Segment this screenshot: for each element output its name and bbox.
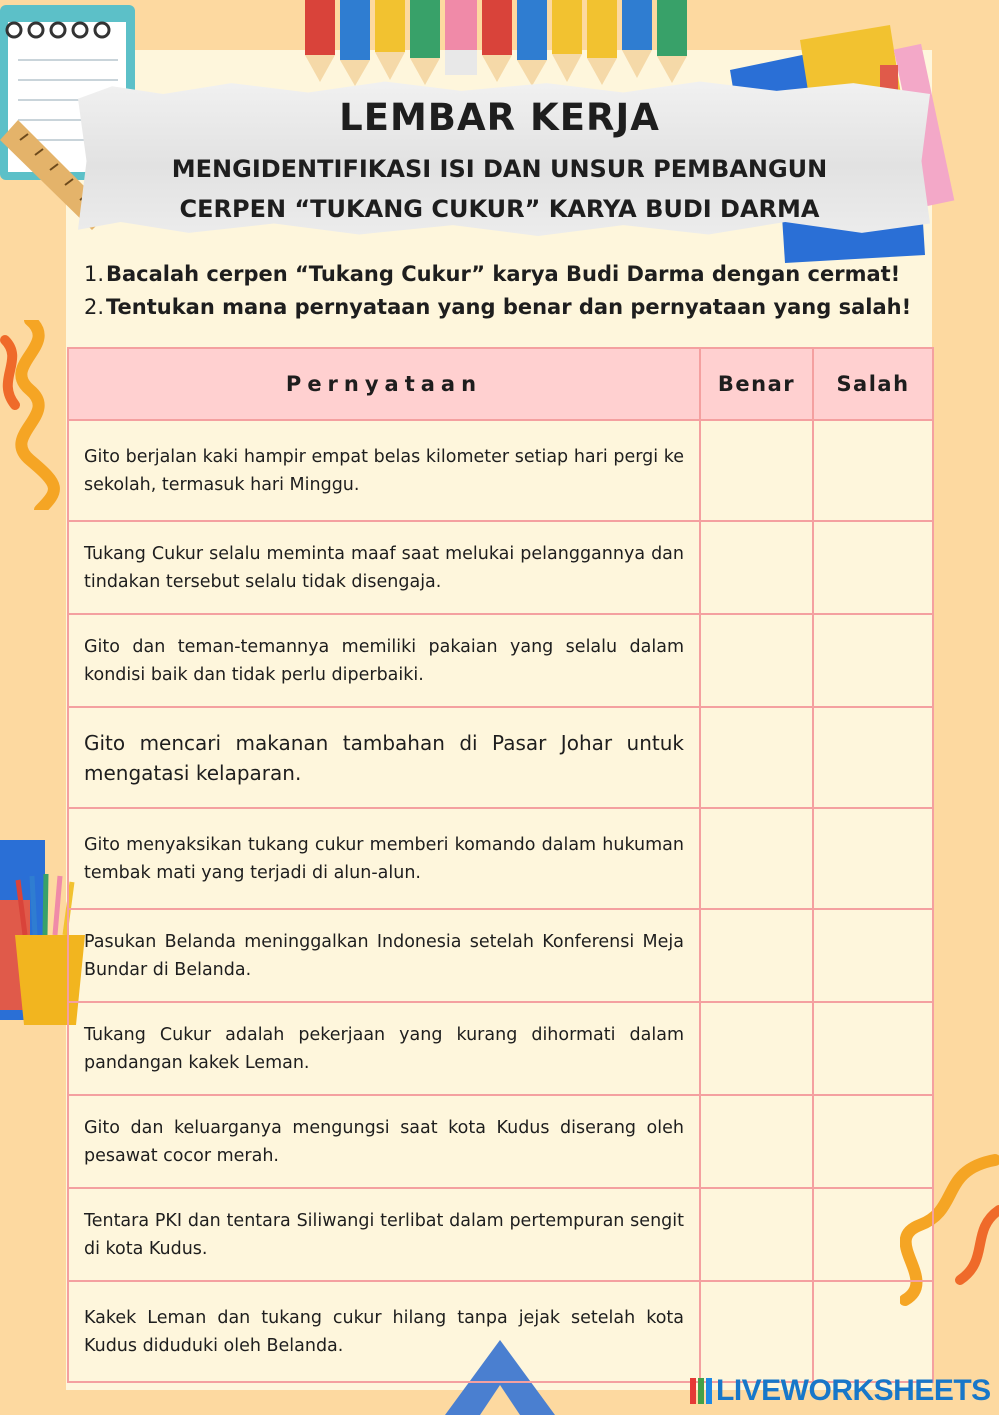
statement-cell: Gito menyaksikan tukang cukur memberi komando dalam hukuman tembak mati yang terjadi di alun-alun. (68, 808, 700, 909)
answer-true-cell[interactable] (700, 1002, 813, 1095)
answer-true-cell[interactable] (700, 1188, 813, 1281)
statement-table (67, 347, 934, 1383)
answer-true-cell[interactable] (700, 420, 813, 521)
answer-false-cell[interactable] (813, 521, 933, 614)
header-false: Salah (813, 348, 933, 420)
table-header-row (68, 348, 933, 420)
table-row (68, 1281, 933, 1382)
instruction-item (84, 258, 924, 291)
squiggle-decoration-left (0, 320, 70, 510)
table-row (68, 808, 933, 909)
statement-cell: Gito berjalan kaki hampir empat belas kilometer setiap hari pergi ke sekolah, termasuk hari Minggu. (68, 420, 700, 521)
answer-false-cell[interactable] (813, 1095, 933, 1188)
instruction-text: Tentukan mana pernyataan yang benar dan pernyataan yang salah! (106, 295, 912, 319)
statement-cell: Pasukan Belanda meninggalkan Indonesia setelah Konferensi Meja Bundar di Belanda. (68, 909, 700, 1002)
table-row (68, 1002, 933, 1095)
instructions-list (84, 258, 924, 324)
answer-true-cell[interactable] (700, 1281, 813, 1382)
answer-false-cell[interactable] (813, 909, 933, 1002)
statement-cell: Tentara PKI dan tentara Siliwangi terlibat dalam pertempuran sengit di kota Kudus. (68, 1188, 700, 1281)
worksheet-subtitle (0, 149, 999, 229)
instruction-number: 1. (84, 262, 105, 286)
header-statement: Pernyataan (68, 348, 700, 420)
answer-true-cell[interactable] (700, 808, 813, 909)
answer-true-cell[interactable] (700, 521, 813, 614)
statement-cell: Tukang Cukur adalah pekerjaan yang kurang dihormati dalam pandangan kakek Leman. (68, 1002, 700, 1095)
answer-false-cell[interactable] (813, 614, 933, 707)
answer-true-cell[interactable] (700, 909, 813, 1002)
answer-false-cell[interactable] (813, 808, 933, 909)
table-row (68, 909, 933, 1002)
answer-true-cell[interactable] (700, 614, 813, 707)
liveworksheets-logo-icon (690, 1378, 712, 1404)
statement-cell: Gito mencari makanan tambahan di Pasar Johar untuk mengatasi kelaparan. (68, 707, 700, 808)
statement-cell: Gito dan keluarganya mengungsi saat kota Kudus diserang oleh pesawat cocor merah. (68, 1095, 700, 1188)
subtitle-line-1: MENGIDENTIFIKASI ISI DAN UNSUR PEMBANGUN (171, 155, 828, 183)
worksheet-title: LEMBAR KERJA (339, 96, 660, 139)
header-true: Benar (700, 348, 813, 420)
answer-false-cell[interactable] (813, 1188, 933, 1281)
answer-false-cell[interactable] (813, 1002, 933, 1095)
statement-cell: Tukang Cukur selalu meminta maaf saat melukai pelanggannya dan tindakan tersebut selalu tidak disengaja. (68, 521, 700, 614)
table-row (68, 1188, 933, 1281)
table-row (68, 1095, 933, 1188)
subtitle-line-2: CERPEN “TUKANG CUKUR” KARYA BUDI DARMA (179, 195, 820, 223)
answer-true-cell[interactable] (700, 1095, 813, 1188)
liveworksheets-watermark (690, 1374, 991, 1408)
answer-false-cell[interactable] (813, 1281, 933, 1382)
instruction-text: Bacalah cerpen “Tukang Cukur” karya Budi Darma dengan cermat! (106, 262, 901, 286)
statement-cell: Gito dan teman-temannya memiliki pakaian yang selalu dalam kondisi baik dan tidak perlu diperbaiki. (68, 614, 700, 707)
answer-true-cell[interactable] (700, 707, 813, 808)
table-row (68, 521, 933, 614)
answer-false-cell[interactable] (813, 420, 933, 521)
pencils-illustration (300, 0, 700, 90)
table-row (68, 707, 933, 808)
instruction-number: 2. (84, 295, 105, 319)
watermark-text: LIVEWORKSHEETS (716, 1374, 991, 1407)
table-row (68, 614, 933, 707)
statement-cell: Kakek Leman dan tukang cukur hilang tanpa jejak setelah kota Kudus diduduki oleh Belanda. (68, 1281, 700, 1382)
answer-false-cell[interactable] (813, 707, 933, 808)
instruction-item (84, 291, 924, 324)
table-row (68, 420, 933, 521)
